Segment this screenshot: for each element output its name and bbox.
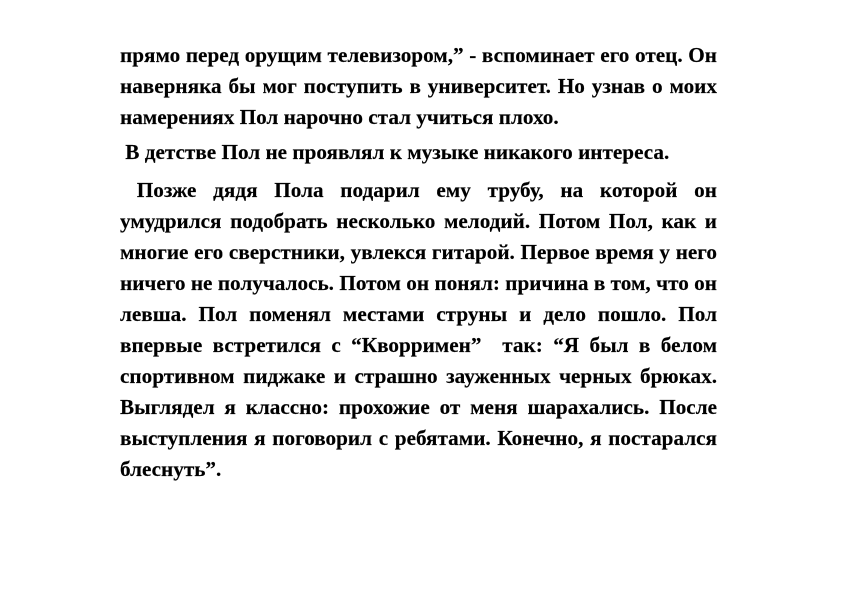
text-line: В детстве Пол не проявлял к музыке никакого интереса. [120, 140, 670, 164]
paragraph-father-quote [120, 40, 717, 133]
text-line: умудрился подобрать несколько мелодий. Потом Пол, как и [120, 209, 717, 233]
text-line: выступления я поговорил с ребятами. Конечно, я постарался [120, 426, 717, 450]
text-line: Позже дядя Пола подарил ему трубу, на которой он [120, 178, 717, 202]
text-line: блеснуть”. [120, 457, 222, 481]
text-line: ничего не получалось. Потом он понял: причина в том, что он [120, 271, 717, 295]
text-line: впервые встретился с “Кворримен” так: “Я был в белом [120, 333, 717, 357]
paragraph-childhood [120, 137, 717, 168]
document-text [120, 40, 717, 485]
text-line: прямо перед орущим телевизором,” - вспоминает его отец. Он [120, 43, 717, 67]
paragraph-trumpet-guitar [120, 175, 717, 485]
paragraph-spacer [120, 168, 717, 175]
text-line: левша. Пол поменял местами струны и дело пошло. Пол [120, 302, 717, 326]
text-line: Выглядел я классно: прохожие от меня шарахались. После [120, 395, 717, 419]
text-line: спортивном пиджаке и страшно зауженных черных брюках. [120, 364, 717, 388]
text-line: наверняка бы мог поступить в университет. Но узнав о моих [120, 74, 717, 98]
text-line: многие его сверстники, увлекся гитарой. Первое время у него [120, 240, 717, 264]
text-line: намерениях Пол нарочно стал учиться плохо. [120, 105, 559, 129]
